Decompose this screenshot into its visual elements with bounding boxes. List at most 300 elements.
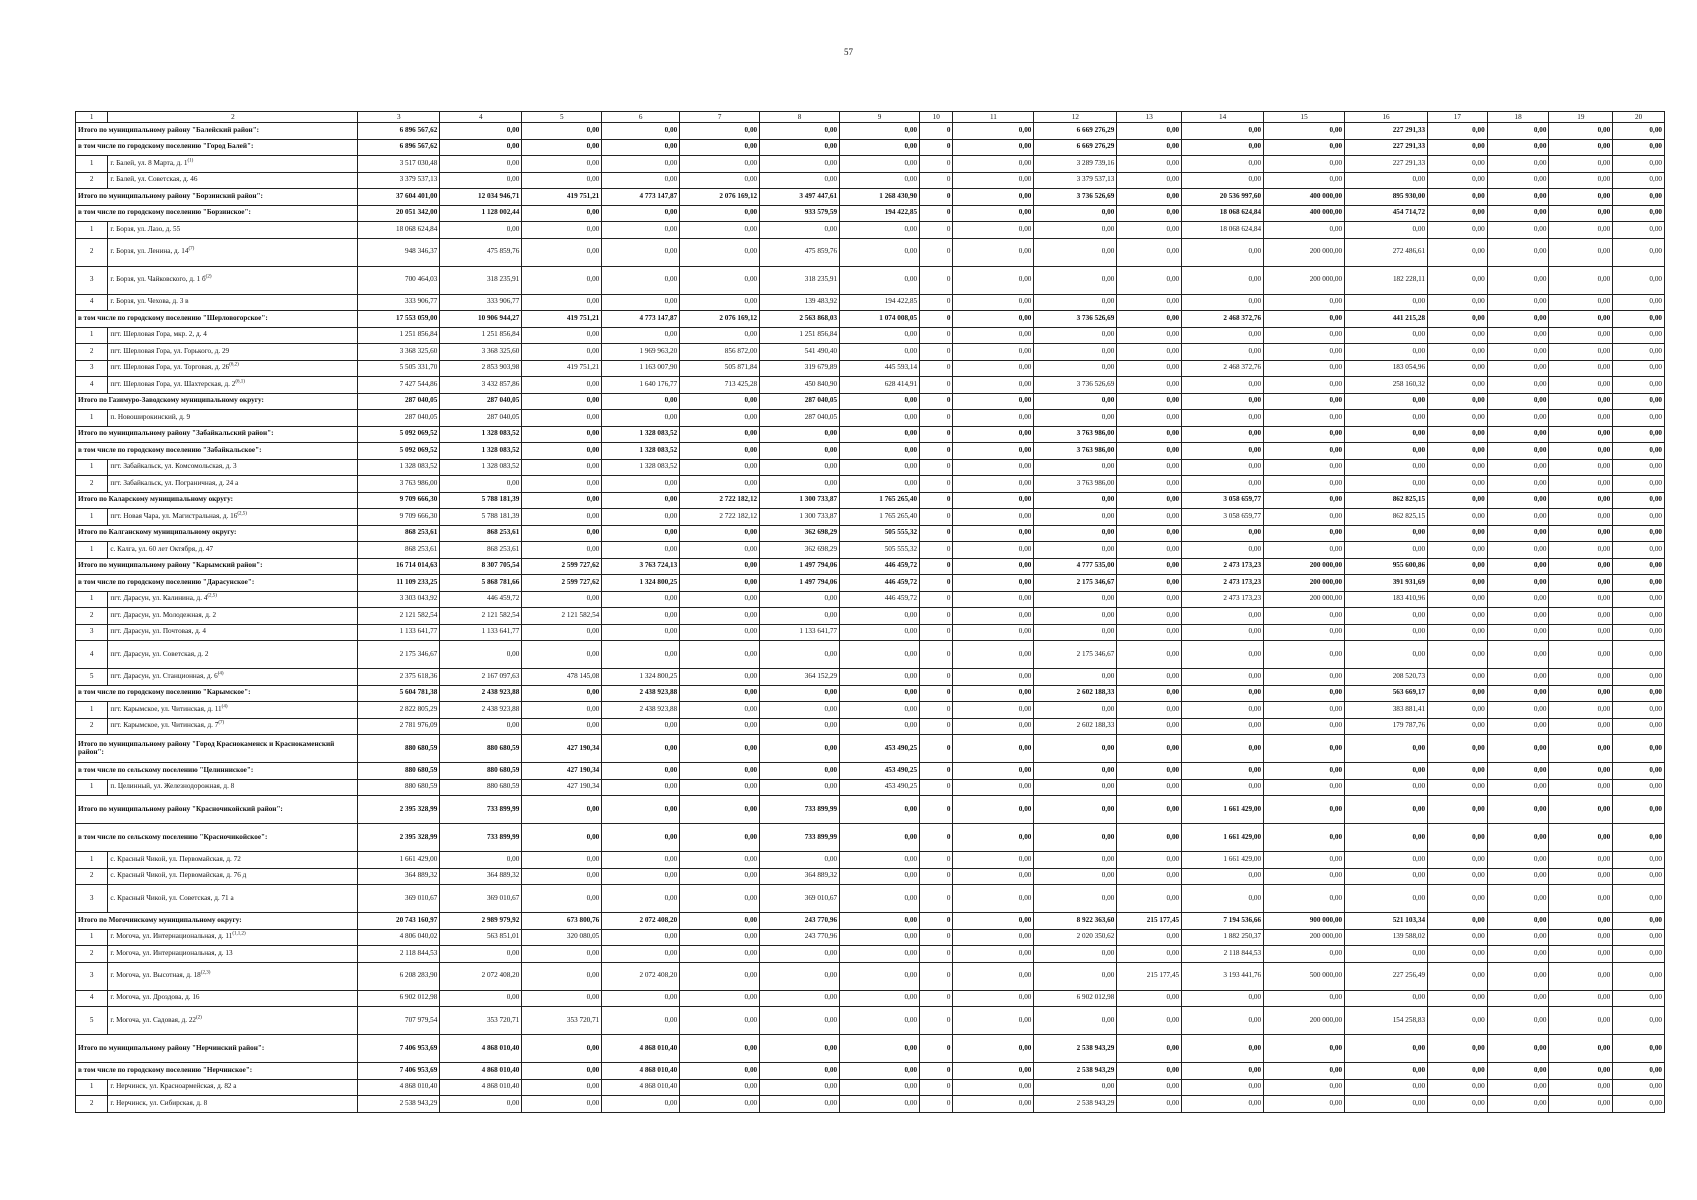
value-cell: 0,00 [953, 426, 1034, 443]
value-cell: 0,00 [953, 189, 1034, 206]
value-cell: 0,00 [1613, 685, 1665, 702]
value-cell: 0,00 [1613, 542, 1665, 559]
value-cell: 0,00 [1182, 608, 1264, 625]
total-row [76, 311, 1665, 328]
item-row [76, 608, 1665, 625]
value-cell: 0,00 [1264, 608, 1345, 625]
value-cell: 0,00 [680, 702, 760, 719]
column-header: 5 [522, 112, 602, 123]
value-cell: 0,00 [1428, 913, 1488, 930]
value-cell: 2 853 903,98 [440, 360, 522, 377]
value-cell: 6 896 567,62 [358, 123, 440, 140]
value-cell: 0,00 [602, 156, 680, 173]
value-cell: 0,00 [522, 1035, 602, 1063]
total-row [76, 426, 1665, 443]
value-cell: 0,00 [1549, 476, 1613, 493]
value-cell: 0,00 [1613, 156, 1665, 173]
value-cell: 0,00 [1117, 929, 1182, 946]
value-cell: 0,00 [760, 1035, 840, 1063]
row-number: 1 [76, 459, 108, 476]
value-cell: 2 121 582,54 [522, 608, 602, 625]
value-cell: 0,00 [840, 824, 920, 852]
value-cell: 287 040,05 [358, 393, 440, 410]
value-cell: 0,00 [1613, 360, 1665, 377]
address-cell [108, 1079, 358, 1096]
value-cell: 0,00 [680, 641, 760, 669]
value-cell: 364 152,29 [760, 669, 840, 686]
value-cell: 0,00 [840, 238, 920, 266]
value-cell: 0,00 [1182, 426, 1264, 443]
value-cell: 2 175 346,67 [1034, 575, 1117, 592]
value-cell: 194 422,85 [840, 294, 920, 311]
value-cell: 0,00 [602, 591, 680, 608]
value-cell: 0,00 [1034, 1079, 1117, 1096]
value-cell: 0,00 [953, 393, 1034, 410]
value-cell: 0,00 [1117, 327, 1182, 344]
value-cell: 0,00 [840, 222, 920, 239]
value-cell: 8 922 363,60 [1034, 913, 1117, 930]
row-number: 2 [76, 238, 108, 266]
address-text: г. Борзя, ул. Ленина, д. 14 [110, 247, 189, 256]
value-cell: 0,00 [1264, 779, 1345, 796]
footnote-mark: (7) [218, 720, 225, 726]
value-cell: 227 291,33 [1345, 123, 1428, 140]
value-cell: 0,00 [953, 205, 1034, 222]
value-cell: 1 765 265,40 [840, 492, 920, 509]
value-cell: 362 698,29 [760, 525, 840, 542]
value-cell: 0,00 [1428, 205, 1488, 222]
value-cell: 0,00 [1117, 525, 1182, 542]
value-cell: 0,00 [1549, 1035, 1613, 1063]
value-cell: 179 787,76 [1345, 718, 1428, 735]
value-cell: 0,00 [602, 624, 680, 641]
value-cell: 0,00 [602, 525, 680, 542]
value-cell: 0,00 [522, 156, 602, 173]
value-cell: 1 969 963,20 [602, 344, 680, 361]
value-cell: 0,00 [1487, 885, 1549, 913]
value-cell: 0,00 [1034, 492, 1117, 509]
value-cell: 0,00 [1613, 426, 1665, 443]
value-cell: 0,00 [602, 1096, 680, 1113]
item-row [76, 1096, 1665, 1113]
value-cell: 3 517 030,48 [358, 156, 440, 173]
value-cell: 733 899,99 [440, 824, 522, 852]
value-cell: 0,00 [680, 824, 760, 852]
value-cell: 0,00 [1549, 393, 1613, 410]
value-cell: 0,00 [840, 266, 920, 294]
value-cell: 0,00 [1117, 492, 1182, 509]
value-cell: 0,00 [1264, 410, 1345, 427]
value-cell: 0 [920, 222, 953, 239]
footnote-mark: (2,3) [200, 970, 211, 976]
value-cell: 369 010,67 [760, 885, 840, 913]
value-cell: 0,00 [1264, 868, 1345, 885]
column-header: 13 [1117, 112, 1182, 123]
value-cell: 0,00 [602, 542, 680, 559]
value-cell: 0,00 [1182, 443, 1264, 460]
value-cell: 0,00 [1487, 763, 1549, 780]
value-cell: 0,00 [680, 476, 760, 493]
value-cell: 0,00 [680, 608, 760, 625]
value-cell: 0,00 [760, 608, 840, 625]
value-cell: 0,00 [1345, 796, 1428, 824]
value-cell: 0,00 [440, 641, 522, 669]
value-cell: 0,00 [1182, 1035, 1264, 1063]
value-cell: 0,00 [1613, 885, 1665, 913]
value-cell: 0,00 [760, 641, 840, 669]
value-cell: 0,00 [522, 426, 602, 443]
value-cell: 37 604 401,00 [358, 189, 440, 206]
address-text: г. Нерчинск, ул. Красноармейская, д. 82 а [110, 1082, 237, 1091]
value-cell: 450 840,90 [760, 377, 840, 394]
value-cell: 0,00 [1487, 410, 1549, 427]
value-cell: 0,00 [760, 735, 840, 763]
value-cell: 0,00 [1549, 1007, 1613, 1035]
value-cell: 0,00 [953, 1063, 1034, 1080]
value-cell: 0,00 [1428, 824, 1488, 852]
row-label: в том числе по городскому поселению "Шерловогорское": [76, 311, 358, 328]
value-cell: 0,00 [522, 459, 602, 476]
value-cell: 0,00 [1613, 238, 1665, 266]
value-cell: 0,00 [1117, 558, 1182, 575]
value-cell: 0 [920, 189, 953, 206]
address-cell [108, 410, 358, 427]
value-cell: 0,00 [1613, 525, 1665, 542]
value-cell: 0,00 [1487, 608, 1549, 625]
value-cell: 856 872,00 [680, 344, 760, 361]
value-cell: 0,00 [1034, 735, 1117, 763]
row-number: 1 [76, 591, 108, 608]
value-cell: 0,00 [440, 123, 522, 140]
value-cell: 0,00 [522, 525, 602, 542]
value-cell: 0,00 [1549, 294, 1613, 311]
value-cell: 0,00 [953, 946, 1034, 963]
value-cell: 0,00 [760, 156, 840, 173]
value-cell: 0,00 [1034, 205, 1117, 222]
value-cell: 0,00 [680, 1035, 760, 1063]
value-cell: 0,00 [953, 1035, 1034, 1063]
value-cell: 0,00 [522, 591, 602, 608]
value-cell: 0,00 [522, 624, 602, 641]
value-cell: 868 253,61 [358, 542, 440, 559]
value-cell: 0,00 [1487, 1079, 1549, 1096]
value-cell: 419 751,21 [522, 189, 602, 206]
value-cell: 183 410,96 [1345, 591, 1428, 608]
value-cell: 20 051 342,00 [358, 205, 440, 222]
row-number: 2 [76, 172, 108, 189]
value-cell: 0,00 [680, 990, 760, 1007]
value-cell: 427 190,34 [522, 763, 602, 780]
value-cell: 0,00 [1117, 885, 1182, 913]
value-cell: 0,00 [760, 962, 840, 990]
value-cell: 227 291,33 [1345, 156, 1428, 173]
value-cell: 0 [920, 868, 953, 885]
value-cell: 1 133 641,77 [760, 624, 840, 641]
row-label: Итого по муниципальному району "Карымский район": [76, 558, 358, 575]
value-cell: 0,00 [602, 123, 680, 140]
value-cell: 0 [920, 344, 953, 361]
value-cell: 2 438 923,88 [440, 685, 522, 702]
address-cell [108, 624, 358, 641]
value-cell: 478 145,08 [522, 669, 602, 686]
value-cell: 948 346,37 [358, 238, 440, 266]
value-cell: 2 072 408,20 [602, 962, 680, 990]
value-cell: 0,00 [953, 852, 1034, 869]
value-cell: 0,00 [1613, 1035, 1665, 1063]
value-cell: 0,00 [1264, 1035, 1345, 1063]
value-cell: 362 698,29 [760, 542, 840, 559]
value-cell: 0,00 [1487, 294, 1549, 311]
value-cell: 868 253,61 [440, 542, 522, 559]
value-cell: 0,00 [1613, 377, 1665, 394]
value-cell: 0,00 [840, 796, 920, 824]
value-cell: 5 788 181,39 [440, 492, 522, 509]
value-cell: 0,00 [1264, 344, 1345, 361]
value-cell: 0 [920, 476, 953, 493]
value-cell: 0 [920, 946, 953, 963]
row-number: 3 [76, 360, 108, 377]
value-cell: 383 881,41 [1345, 702, 1428, 719]
address-cell [108, 885, 358, 913]
value-cell: 733 899,99 [760, 824, 840, 852]
value-cell: 505 555,32 [840, 525, 920, 542]
value-cell: 3 736 526,69 [1034, 377, 1117, 394]
value-cell: 1 324 800,25 [602, 575, 680, 592]
value-cell: 0,00 [602, 929, 680, 946]
value-cell: 0,00 [1117, 459, 1182, 476]
value-cell: 0,00 [1613, 608, 1665, 625]
value-cell: 0,00 [1549, 156, 1613, 173]
value-cell: 0,00 [602, 946, 680, 963]
value-cell: 0 [920, 360, 953, 377]
row-label: Итого по Могочинскому муниципальному округу: [76, 913, 358, 930]
value-cell: 0,00 [1613, 509, 1665, 526]
item-row [76, 327, 1665, 344]
value-cell: 0,00 [1345, 779, 1428, 796]
value-cell: 0,00 [1487, 542, 1549, 559]
value-cell: 0,00 [680, 885, 760, 913]
total-row [76, 139, 1665, 156]
value-cell: 0,00 [1345, 172, 1428, 189]
value-cell: 0,00 [1613, 393, 1665, 410]
value-cell: 0,00 [1428, 344, 1488, 361]
value-cell: 4 868 010,40 [440, 1035, 522, 1063]
item-row [76, 718, 1665, 735]
value-cell: 0,00 [1034, 542, 1117, 559]
value-cell: 0,00 [1613, 294, 1665, 311]
value-cell: 2 602 188,33 [1034, 685, 1117, 702]
address-text: г. Могоча, ул. Садовая, д. 22 [110, 1015, 197, 1024]
value-cell: 0,00 [1182, 238, 1264, 266]
value-cell: 0,00 [522, 344, 602, 361]
value-cell: 6 208 283,90 [358, 962, 440, 990]
value-cell: 0,00 [680, 327, 760, 344]
value-cell: 0,00 [1345, 525, 1428, 542]
value-cell: 0,00 [1549, 327, 1613, 344]
value-cell: 0,00 [522, 294, 602, 311]
row-number: 5 [76, 669, 108, 686]
value-cell: 0 [920, 913, 953, 930]
value-cell: 0,00 [1182, 702, 1264, 719]
address-cell [108, 702, 358, 719]
value-cell: 8 307 705,54 [440, 558, 522, 575]
value-cell: 0,00 [1428, 868, 1488, 885]
item-row [76, 1079, 1665, 1096]
value-cell: 0,00 [602, 509, 680, 526]
value-cell: 20 536 997,60 [1182, 189, 1264, 206]
address-cell [108, 459, 358, 476]
value-cell: 868 253,61 [440, 525, 522, 542]
value-cell: 0,00 [1428, 946, 1488, 963]
value-cell: 0,00 [1428, 525, 1488, 542]
value-cell: 6 902 012,98 [1034, 990, 1117, 1007]
value-cell: 287 040,05 [440, 393, 522, 410]
value-cell: 0,00 [1487, 492, 1549, 509]
value-cell: 0,00 [840, 702, 920, 719]
item-row [76, 868, 1665, 885]
row-number: 3 [76, 266, 108, 294]
column-header: 12 [1034, 112, 1117, 123]
value-cell: 475 859,76 [440, 238, 522, 266]
value-cell: 0,00 [840, 476, 920, 493]
value-cell: 541 490,40 [760, 344, 840, 361]
value-cell: 0,00 [1345, 426, 1428, 443]
value-cell: 3 763 724,13 [602, 558, 680, 575]
value-cell: 3 289 739,16 [1034, 156, 1117, 173]
value-cell: 0,00 [840, 344, 920, 361]
value-cell: 880 680,59 [358, 735, 440, 763]
column-header: 19 [1549, 112, 1613, 123]
address-text: пгт. Дарасун, ул. Станционная, д. 6 [110, 671, 218, 680]
value-cell: 0,00 [680, 962, 760, 990]
value-cell: 505 871,84 [680, 360, 760, 377]
value-cell: 0,00 [760, 685, 840, 702]
value-cell: 0,00 [1264, 852, 1345, 869]
row-number: 3 [76, 624, 108, 641]
value-cell: 0,00 [953, 868, 1034, 885]
footnote-mark: (2) [205, 274, 212, 280]
value-cell: 0,00 [1549, 1079, 1613, 1096]
value-cell: 0,00 [840, 852, 920, 869]
value-cell: 880 680,59 [440, 779, 522, 796]
value-cell: 0,00 [1549, 426, 1613, 443]
address-cell [108, 591, 358, 608]
value-cell: 0,00 [760, 763, 840, 780]
value-cell: 1 074 008,05 [840, 311, 920, 328]
value-cell: 1 497 794,06 [760, 575, 840, 592]
value-cell: 0,00 [1264, 123, 1345, 140]
value-cell: 0,00 [1549, 509, 1613, 526]
item-row [76, 591, 1665, 608]
value-cell: 1 300 733,87 [760, 509, 840, 526]
value-cell: 0,00 [1487, 796, 1549, 824]
value-cell: 0,00 [840, 641, 920, 669]
value-cell: 1 328 083,52 [602, 459, 680, 476]
total-row [76, 1035, 1665, 1063]
value-cell: 194 422,85 [840, 205, 920, 222]
value-cell: 2 121 582,54 [440, 608, 522, 625]
value-cell: 3 368 325,60 [440, 344, 522, 361]
value-cell: 6 669 276,29 [1034, 139, 1117, 156]
address-text: п. Новоширокинский, д. 9 [110, 412, 191, 421]
value-cell: 0,00 [1117, 1035, 1182, 1063]
value-cell: 353 720,71 [440, 1007, 522, 1035]
value-cell: 0,00 [1182, 266, 1264, 294]
value-cell: 0,00 [1264, 294, 1345, 311]
address-cell [108, 718, 358, 735]
value-cell: 0,00 [953, 1096, 1034, 1113]
value-cell: 0,00 [1117, 702, 1182, 719]
value-cell: 287 040,05 [760, 410, 840, 427]
value-cell: 0 [920, 1096, 953, 1113]
value-cell: 0,00 [1549, 641, 1613, 669]
value-cell: 9 709 666,30 [358, 492, 440, 509]
value-cell: 2 375 618,36 [358, 669, 440, 686]
value-cell: 0,00 [522, 123, 602, 140]
value-cell: 2 468 372,76 [1182, 311, 1264, 328]
value-cell: 0,00 [1117, 238, 1182, 266]
value-cell: 1 133 641,77 [358, 624, 440, 641]
value-cell: 0,00 [1613, 1007, 1665, 1035]
value-cell: 0,00 [522, 796, 602, 824]
value-cell: 2 599 727,62 [522, 575, 602, 592]
value-cell: 0,00 [760, 946, 840, 963]
address-cell [108, 222, 358, 239]
value-cell: 0 [920, 509, 953, 526]
value-cell: 0,00 [1549, 189, 1613, 206]
value-cell: 0,00 [1487, 311, 1549, 328]
value-cell: 0,00 [1117, 591, 1182, 608]
value-cell: 1 328 083,52 [602, 426, 680, 443]
value-cell: 0,00 [1264, 222, 1345, 239]
value-cell: 0,00 [522, 641, 602, 669]
address-text: г. Могоча, ул. Высотная, д. 18 [110, 971, 201, 980]
value-cell: 0,00 [680, 139, 760, 156]
value-cell: 0,00 [760, 426, 840, 443]
value-cell: 0,00 [1613, 868, 1665, 885]
value-cell: 0,00 [1034, 238, 1117, 266]
value-cell: 700 464,03 [358, 266, 440, 294]
value-cell: 2 989 979,92 [440, 913, 522, 930]
address-text: п. Целинный, ул. Железнодорожная, д. 8 [110, 782, 235, 791]
value-cell: 0,00 [953, 266, 1034, 294]
value-cell: 0,00 [953, 558, 1034, 575]
value-cell: 0,00 [760, 779, 840, 796]
value-cell: 0,00 [1613, 718, 1665, 735]
row-number: 1 [76, 542, 108, 559]
value-cell: 0 [920, 796, 953, 824]
value-cell: 0,00 [953, 608, 1034, 625]
value-cell: 454 714,72 [1345, 205, 1428, 222]
item-row [76, 222, 1665, 239]
value-cell: 0,00 [1487, 443, 1549, 460]
value-cell: 0,00 [1428, 990, 1488, 1007]
value-cell: 0,00 [1613, 641, 1665, 669]
value-cell: 2 781 976,09 [358, 718, 440, 735]
value-cell: 0,00 [760, 702, 840, 719]
footnote-mark: (2) [196, 1015, 202, 1021]
value-cell: 0,00 [1182, 1063, 1264, 1080]
value-cell: 0,00 [840, 946, 920, 963]
value-cell: 0,00 [1549, 669, 1613, 686]
item-row [76, 852, 1665, 869]
total-row [76, 913, 1665, 930]
address-text: г. Борзя, ул. Чехова, д. 3 в [110, 297, 189, 306]
value-cell: 419 751,21 [522, 360, 602, 377]
value-cell: 0,00 [1345, 608, 1428, 625]
total-row [76, 763, 1665, 780]
row-label: Итого по Калганскому муниципальному округу: [76, 525, 358, 542]
